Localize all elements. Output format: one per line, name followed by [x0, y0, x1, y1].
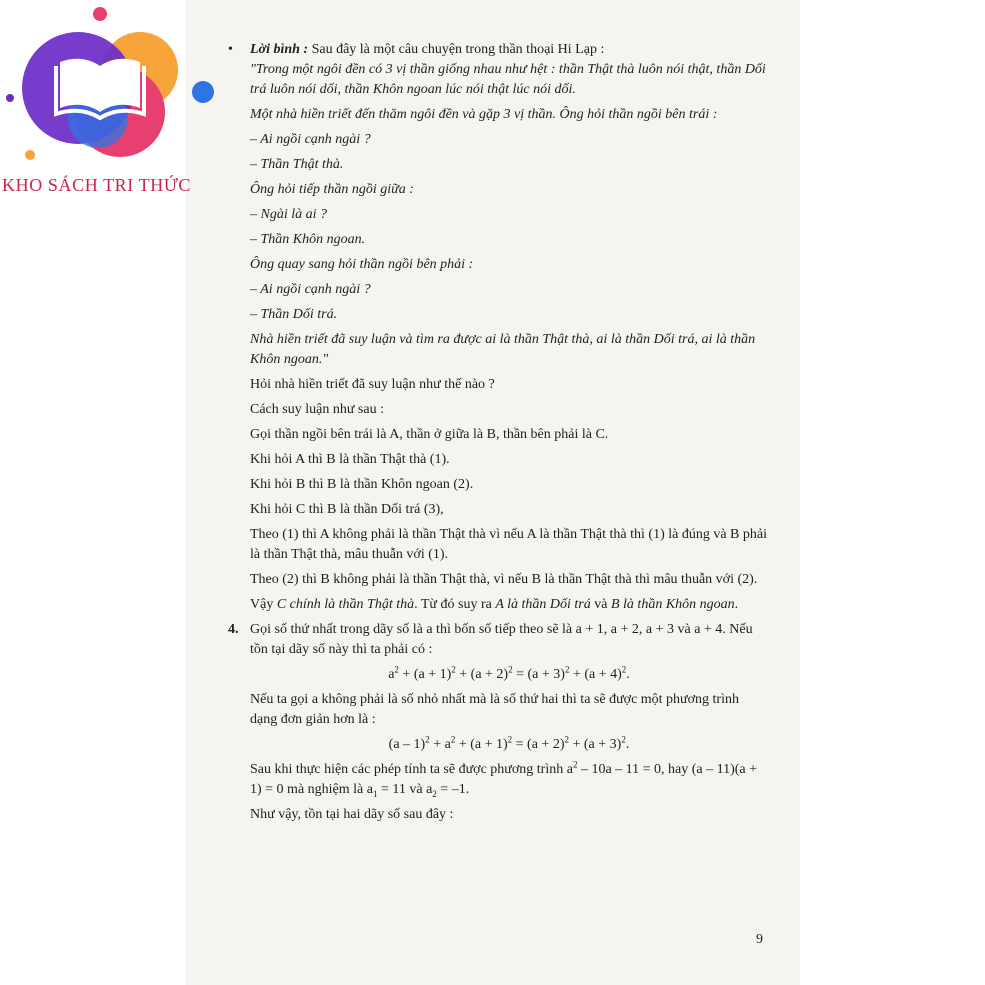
reasoning-naming: Gọi thần ngồi bên trái là A, thần ở giữa là B, thần bên phải là C. [250, 427, 609, 442]
dialogue-ask-3: Ông quay sang hỏi thần ngồi bên phải : [250, 257, 474, 272]
reasoning-question: Hỏi nhà hiền triết đã suy luận như thế nào ? [250, 377, 495, 392]
reasoning-fact-3: Khi hỏi C thì B là thần Dối trá (3), [250, 502, 444, 517]
equation-1: $a^2 + (a + 1)^2 + (a + 2)^2 = (a + 3)^2 + (a + 4)^2$. [388, 664, 630, 682]
reasoning-fact-1: Khi hỏi A thì B là thần Thật thà (1). [250, 452, 450, 467]
page-content [228, 40, 768, 825]
story-conclusion: Nhà hiền triết đã suy luận và tìm ra được ai là thần Thật thà, ai là thần Dối trá, ai là thần Khôn ngoan." [250, 332, 756, 367]
story-intro: "Trong một ngôi đền có 3 vị thần giống nhau như hệt : thần Thật thà luôn nói thật, thần Dối trá luôn nói dối, thần Khôn ngoan lúc nói thật lúc nói dối. [250, 62, 766, 97]
commentary-label: Lời bình : [250, 42, 309, 57]
dialogue-answer-2: – Thần Khôn ngoan. [250, 232, 366, 247]
equation-2: $(a - 1)^2 + a^2 + (a + 1)^2 = (a + 2)^2 + (a + 3)^2$. [388, 734, 630, 752]
problem-4-simplification: Nếu ta gọi a không phải là số nhỏ nhất mà là số thứ hai thì ta sẽ được một phương trình dạng đơn giản hơn là : [250, 692, 739, 727]
reasoning-proof-2: Theo (2) thì B không phải là thần Thật thà, vì nếu B là thần Thật thà thì mâu thuẫn với (2). [250, 572, 758, 587]
reasoning-method: Cách suy luận như sau : [250, 402, 384, 417]
dialogue-answer-3: – Thần Dối trá. [250, 307, 338, 322]
bullet-icon: • [228, 42, 233, 57]
dialogue-question-1: – Ai ngồi cạnh ngài ? [250, 132, 371, 147]
reasoning-proof-1: Theo (1) thì A không phải là thần Thật thà vì nếu A là thần Thật thà thì (1) là đúng và B phải là thần Thật thà, mâu thuẫn với (1). [250, 527, 767, 562]
story-visit: Một nhà hiền triết đến thăm ngôi đền và gặp 3 vị thần. Ông hỏi thần ngồi bên trái : [250, 107, 718, 122]
dialogue-answer-1: – Thần Thật thà. [250, 157, 344, 172]
reasoning-final: Vậy C chính là thần Thật thà. Từ đó suy ra A là thần Dối trá và B là thần Khôn ngoan. [250, 597, 739, 612]
commentary-heading [228, 40, 768, 60]
problem-4-conclusion: Như vậy, tồn tại hai dãy số sau đây : [250, 807, 454, 822]
brand-logo [0, 0, 220, 200]
commentary-intro: Sau đây là một câu chuyện trong thần thoại Hi Lạp : [308, 42, 605, 57]
brand-name: KHO SÁCH TRI THỨC [2, 175, 192, 195]
page-number: 9 [756, 932, 763, 947]
reasoning-fact-2: Khi hỏi B thì B là thần Khôn ngoan (2). [250, 477, 474, 492]
dialogue-question-3: – Ai ngồi cạnh ngài ? [250, 282, 371, 297]
problem-4-statement: 4. Gọi số thứ nhất trong dãy số là a thì bốn số tiếp theo sẽ là a + 1, a + 2, a + 3 và a + 4. Nếu tồn tại dãy số này thì ta phải có : [228, 622, 753, 657]
problem-number: 4. [228, 622, 239, 637]
problem-4-solution: Sau khi thực hiện các phép tính ta sẽ được phương trình $a^2 - 10a - 11 = 0$, hay (a – 11)(a + 1) = 0 mà nghiệm là $a_1 = 11$ và $a_2 = -1$. [250, 759, 758, 799]
dialogue-question-2: – Ngài là ai ? [250, 207, 328, 222]
book-logo-icon [0, 0, 220, 180]
dialogue-ask-2: Ông hỏi tiếp thần ngồi giữa : [250, 182, 414, 197]
